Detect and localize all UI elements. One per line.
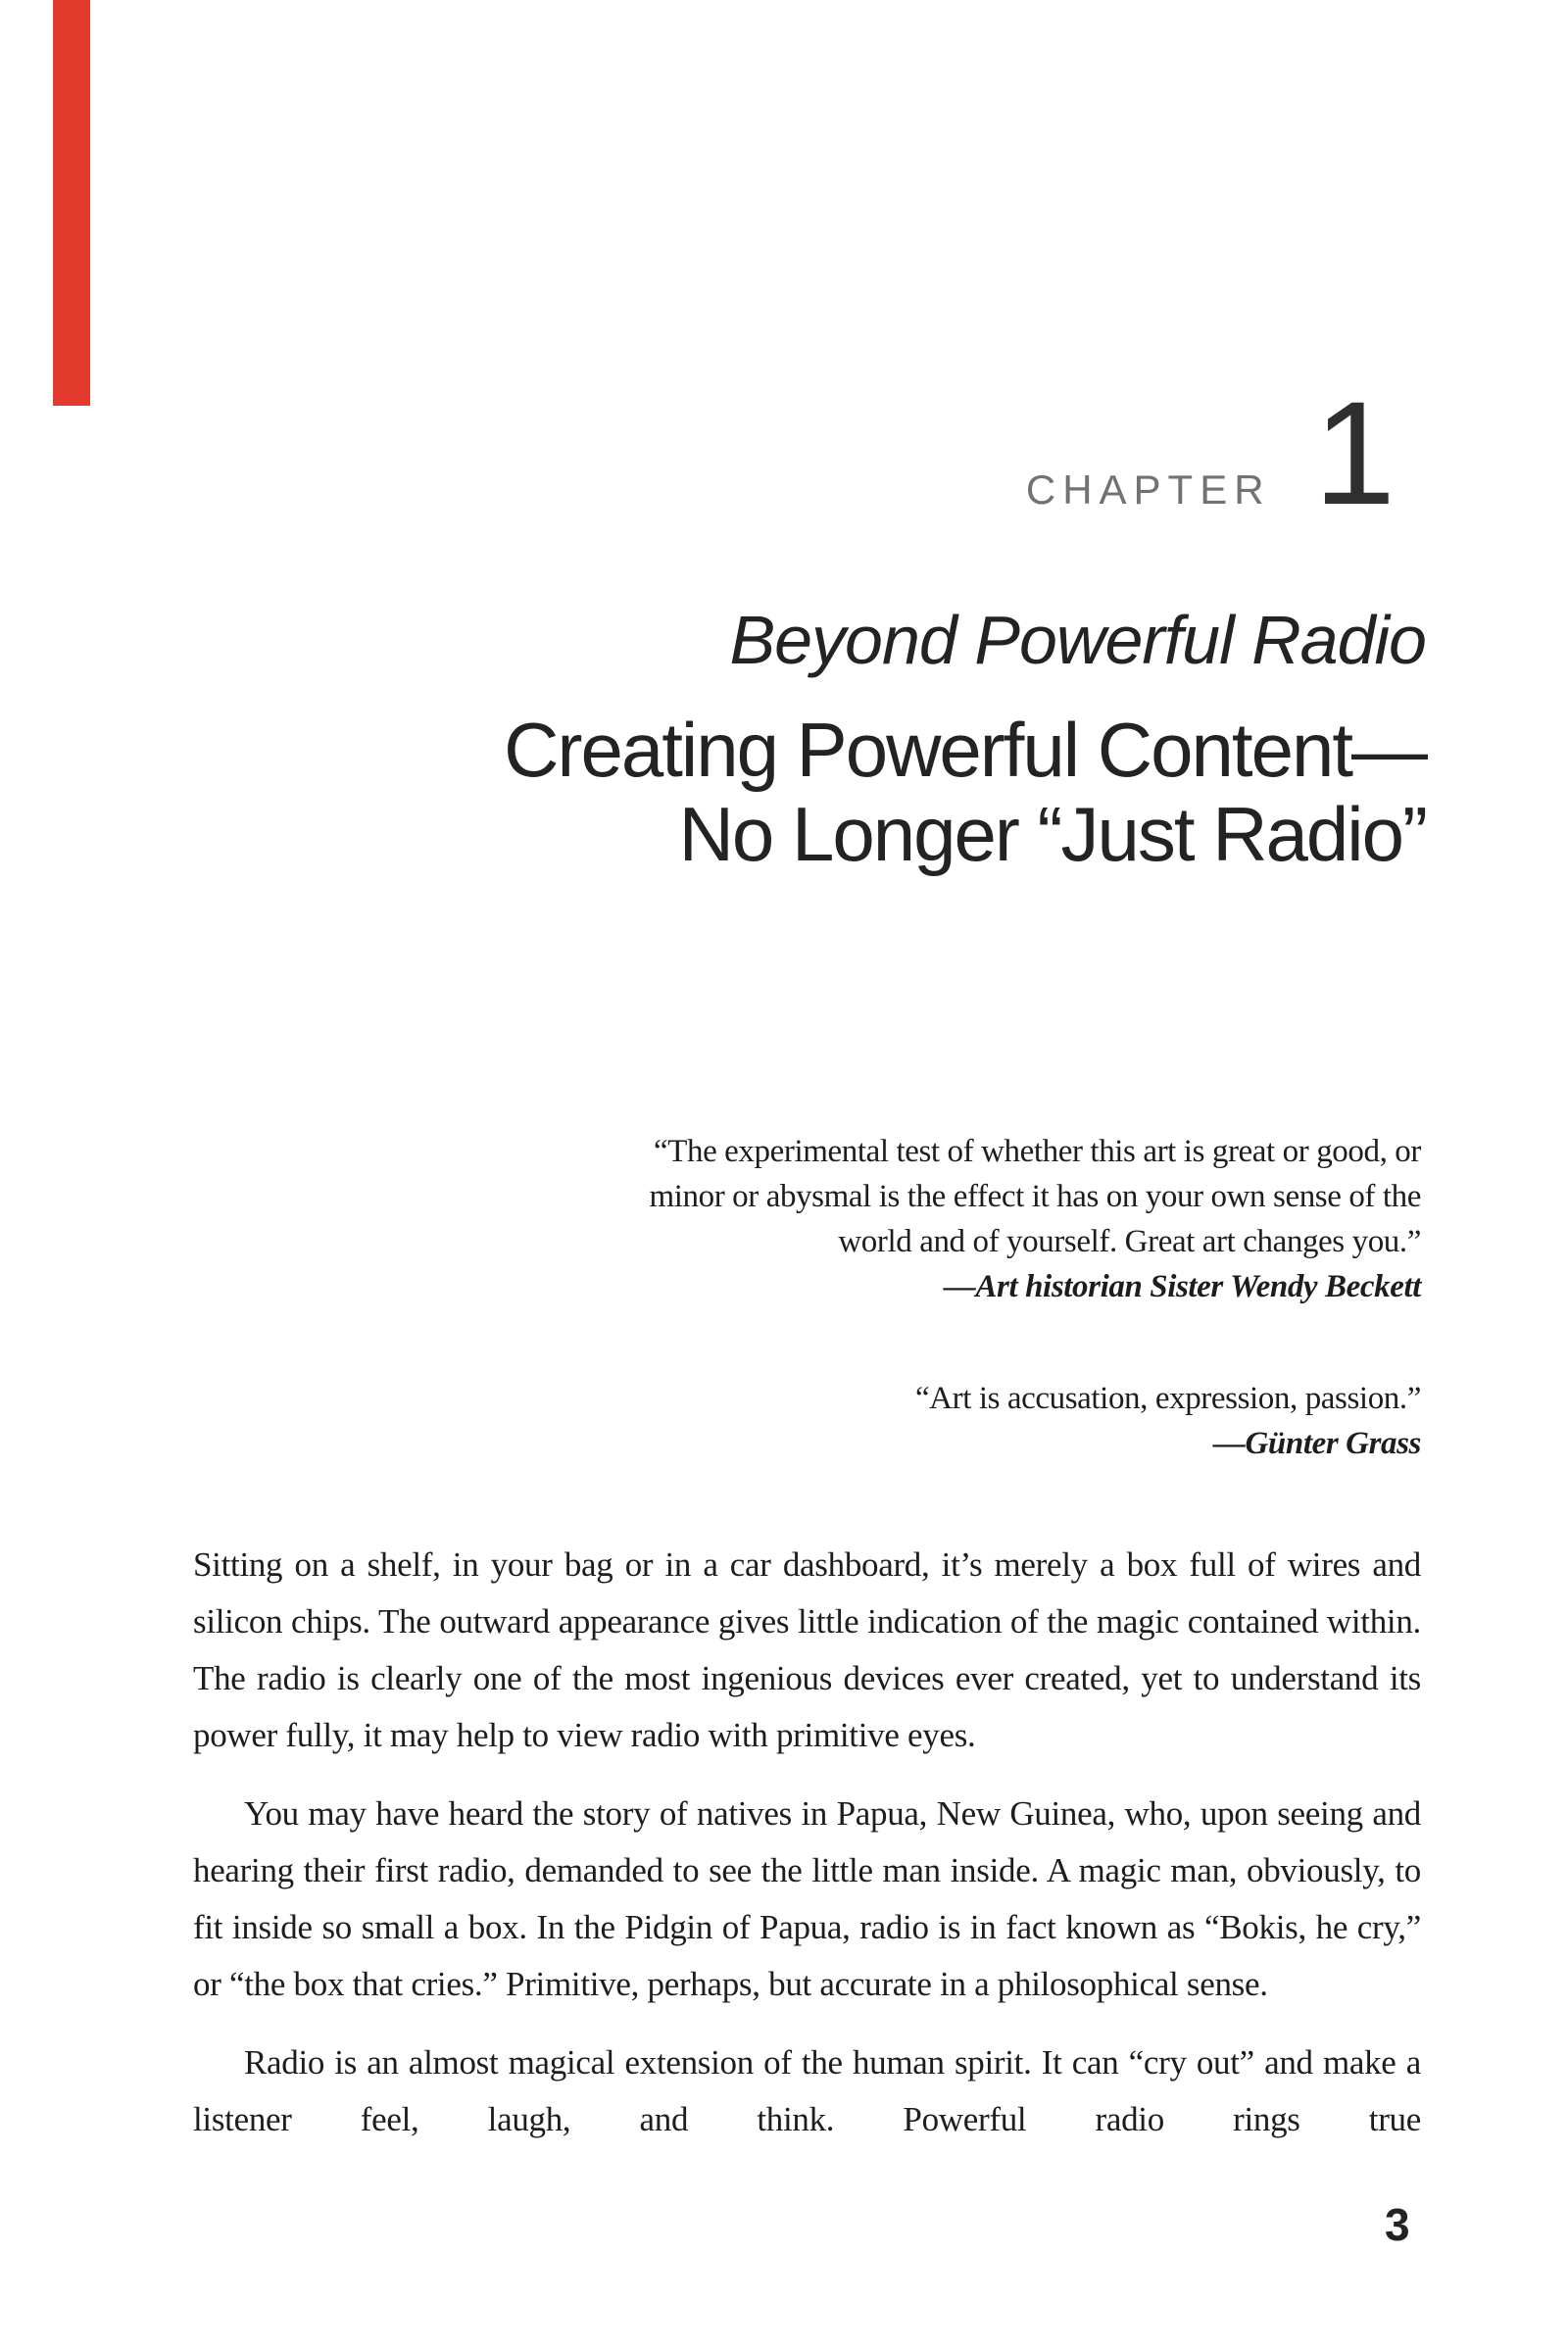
epigraph-line: “Art is accusation, expression, passion.” — [914, 1381, 1421, 1416]
epigraph-line: minor or abysmal is the effect it has on your own sense of the — [649, 1179, 1421, 1214]
chapter-title-line-2: No Longer “Just Radio” — [678, 791, 1426, 877]
paragraph: Sitting on a shelf, in your bag or in a car dashboard, it’s merely a box full of wires and silicon chips. The outward appearance gives little indication of the magic contained within. The radio is clearly one of the most ingenious devices ever created, yet to understand its power fully, it may help to view radio with primitive eyes. — [193, 1545, 1421, 1754]
page-number: 3 — [1385, 2199, 1410, 2250]
epigraph-attribution: —Günter Grass — [1212, 1426, 1421, 1461]
series-title: Beyond Powerful Radio — [729, 602, 1426, 678]
epigraph-attribution: —Art historian Sister Wendy Beckett — [943, 1269, 1421, 1304]
chapter-title-block — [504, 602, 1426, 877]
chapter-heading — [1025, 370, 1396, 535]
epigraph-line: world and of yourself. Great art changes you.” — [838, 1224, 1421, 1259]
chapter-label: CHAPTER — [1025, 466, 1271, 513]
epigraph-beckett — [650, 1129, 1422, 1309]
epigraph-line: “The experimental test of whether this art is great or good, or — [653, 1134, 1421, 1169]
chapter-number: 1 — [1313, 370, 1396, 535]
paragraph: Radio is an almost magical extension of the human spirit. It can “cry out” and make a listener feel, laugh, and think. Powerful radio rings true — [193, 2043, 1421, 2138]
chapter-accent-bar — [53, 0, 90, 406]
body-text — [193, 1537, 1421, 2148]
epigraph-grass — [915, 1376, 1421, 1466]
chapter-title-line-1: Creating Powerful Content— — [504, 707, 1426, 793]
paragraph: You may have heard the story of natives in Papua, New Guinea, who, upon seeing and hearing their first radio, demanded to see the little man inside. A magic man, obviously, to fit inside so small a box. In the Pidgin of Papua, radio is in fact known as “Bokis, he cry,” or “the box that cries.” Primitive, perhaps, but accurate in a philosophical sense. — [193, 1794, 1421, 2003]
